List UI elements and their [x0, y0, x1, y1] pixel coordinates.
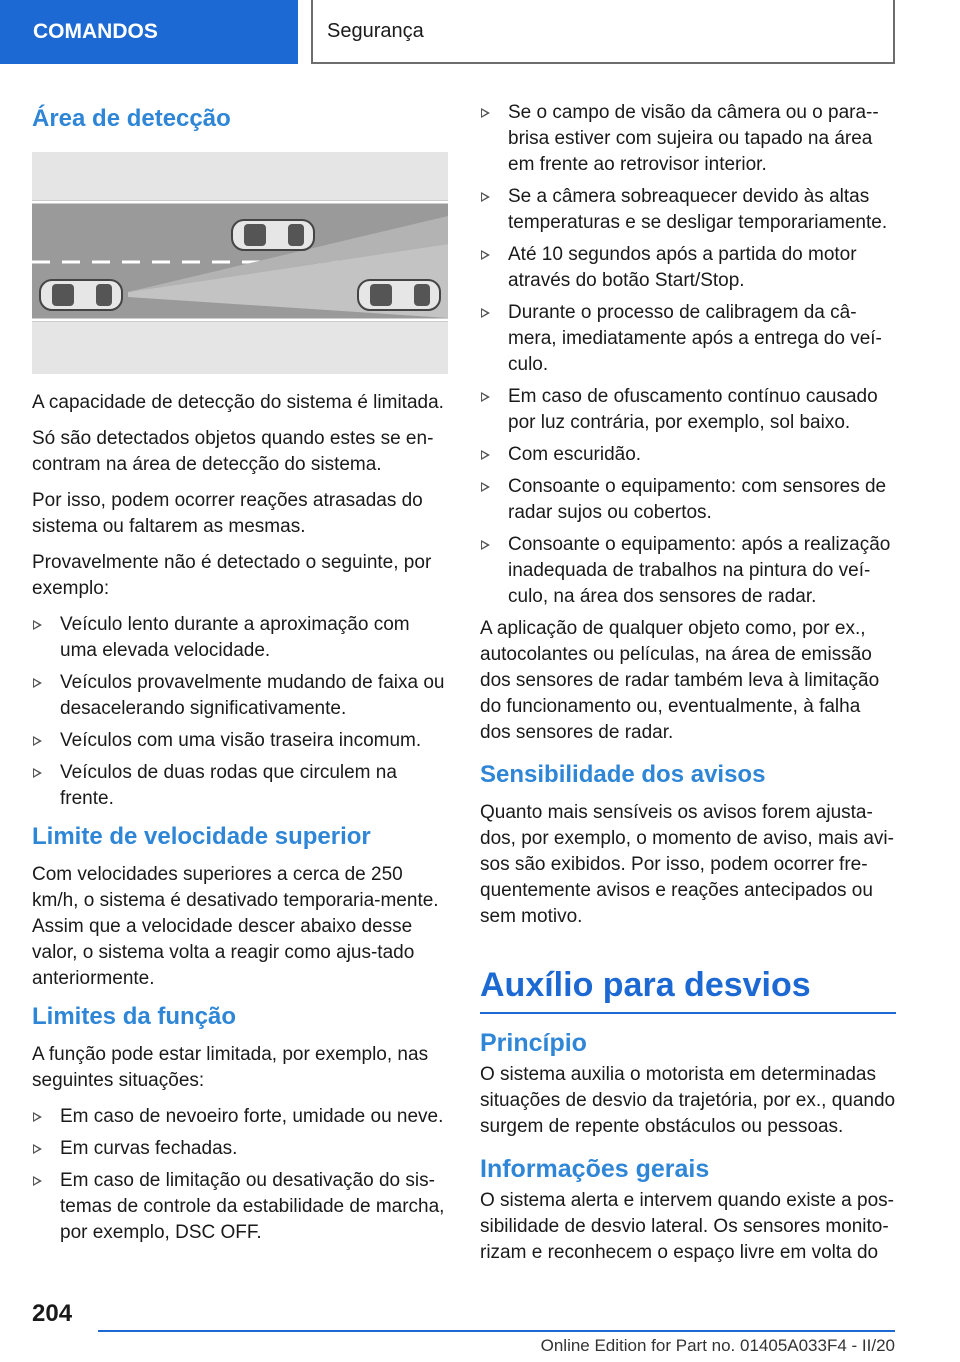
triangle-bullet-icon [33, 736, 42, 746]
bullet-list [32, 612, 448, 812]
triangle-bullet-icon [33, 768, 42, 778]
list-item: Consoante o equipamento: com sensores de radar sujos ou cobertos. [480, 474, 896, 526]
left-column [32, 96, 448, 1252]
paragraph: O sistema auxilia o motorista em determinadas situações de desvio da trajetória, por ex., quando surgem de repente obstáculos ou pessoas. [480, 1064, 896, 1137]
triangle-bullet-icon [33, 1144, 42, 1154]
heading-evasion-assistant: Auxílio para desvios [480, 964, 896, 1014]
list-item: Em caso de nevoeiro forte, umidade ou neve. [32, 1104, 448, 1130]
paragraph: O sistema alerta e intervem quando existe a pos-sibilidade de desvio lateral. Os sensores monito-rizam e reconhecem o espaço livre em volta do [480, 1190, 894, 1263]
list-item: Com escuridão. [480, 442, 896, 468]
heading-function-limits: Limites da função [32, 1003, 237, 1030]
paragraph: A aplicação de qualquer objeto como, por ex., autocolantes ou películas, na área de emissão dos sensores de radar também leva à limitação do funcionamento ou, eventualmente, à falha dos sensores de radar. [480, 618, 880, 743]
list-item: Em caso de ofuscamento contínuo causado por luz contrária, por exemplo, sol baixo. [480, 384, 896, 436]
heading-general-info: Informações gerais [480, 1155, 710, 1183]
heading-detection-area: Área de detecção [32, 105, 231, 132]
list-item: Veículos com uma visão traseira incomum. [32, 728, 448, 754]
list-item: Em caso de limitação ou desativação do sis-temas de controle da estabilidade de marcha, por exemplo, DSC OFF. [32, 1168, 448, 1246]
list-item: Veículos provavelmente mudando de faixa ou desacelerando significativamente. [32, 670, 448, 722]
paragraph: A capacidade de detecção do sistema é limitada. [32, 392, 444, 413]
triangle-bullet-icon [481, 108, 490, 118]
list-item: Se a câmera sobreaquecer devido às altas temperaturas e se desligar temporariamente. [480, 184, 896, 236]
paragraph: A função pode estar limitada, por exemplo, nas seguintes situações: [32, 1044, 429, 1091]
triangle-bullet-icon [481, 250, 490, 260]
triangle-bullet-icon [481, 308, 490, 318]
list-item: Veículo lento durante a aproximação com uma elevada velocidade. [32, 612, 448, 664]
heading-speed-limit: Limite de velocidade superior [32, 823, 371, 850]
list-item: Em curvas fechadas. [32, 1136, 448, 1162]
triangle-bullet-icon [33, 678, 42, 688]
triangle-bullet-icon [33, 1112, 42, 1122]
triangle-bullet-icon [481, 540, 490, 550]
paragraph: Por isso, podem ocorrer reações atrasadas do sistema ou faltarem as mesmas. [32, 490, 423, 537]
heading-warning-sensitivity: Sensibilidade dos avisos [480, 761, 766, 788]
section-title: Segurança [311, 0, 895, 64]
edition-footer: Online Edition for Part no. 01405A033F4 - II/20 [540, 1336, 895, 1355]
list-item: Até 10 segundos após a partida do motor através do botão Start/Stop. [480, 242, 896, 294]
triangle-bullet-icon [481, 482, 490, 492]
paragraph: Só são detectados objetos quando estes se en-contram na área de detecção do sistema. [32, 428, 434, 475]
detection-area-illustration [32, 152, 448, 374]
triangle-bullet-icon [33, 620, 42, 630]
triangle-bullet-icon [481, 450, 490, 460]
list-item: Consoante o equipamento: após a realização inadequada de trabalhos na pintura do veí-culo, na área dos sensores de radar. [480, 532, 896, 610]
bullet-list [480, 100, 896, 610]
page-number: 204 [32, 1300, 73, 1327]
paragraph: Quanto mais sensíveis os avisos forem ajusta-dos, por exemplo, o momento de aviso, mais avi-sos são exibidos. Por isso, podem ocorrer fre-quentemente avisos e reações antecipados ou sem motivo. [480, 802, 894, 927]
bullet-list [32, 1104, 448, 1246]
footer-divider [98, 1330, 895, 1332]
list-item: Veículos de duas rodas que circulem na frente. [32, 760, 448, 812]
list-item: Durante o processo de calibragem da câ-mera, imediatamente após a entrega do veí-culo. [480, 300, 896, 378]
right-column [480, 96, 896, 1276]
triangle-bullet-icon [33, 1176, 42, 1186]
triangle-bullet-icon [481, 192, 490, 202]
heading-principle: Princípio [480, 1029, 587, 1057]
paragraph: Com velocidades superiores a cerca de 250 km/h, o sistema é desativado temporaria-mente. Assim que a velocidade descer abaixo desse valor, o sistema volta a reagir como ajus-tado anteriormente. [32, 864, 439, 989]
list-item: Se o campo de visão da câmera ou o para--brisa estiver com sujeira ou tapado na área em frente ao retrovisor interior. [480, 100, 896, 178]
paragraph: Provavelmente não é detectado o seguinte, por exemplo: [32, 552, 432, 599]
chapter-tab: COMANDOS [0, 0, 298, 64]
triangle-bullet-icon [481, 392, 490, 402]
